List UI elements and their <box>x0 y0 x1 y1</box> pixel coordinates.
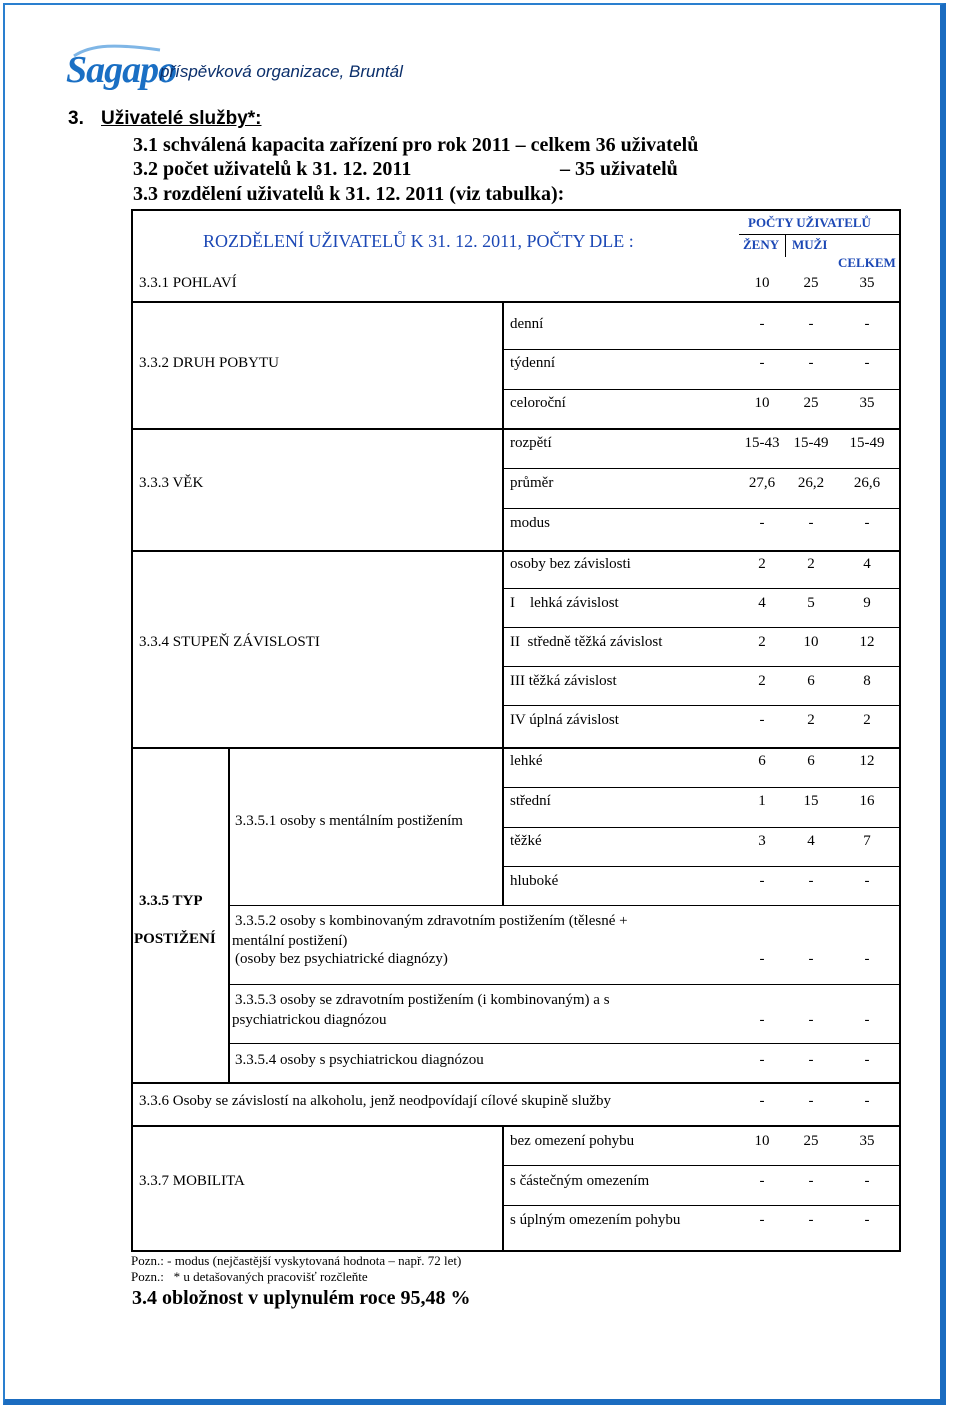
col-total: CELKEM <box>838 255 896 270</box>
age-row-women: 27,6 <box>748 475 776 491</box>
stay-row-label: týdenní <box>510 355 555 371</box>
dependency-row-label: IV úplná závislost <box>510 712 619 728</box>
mental-row-women: - <box>759 873 765 889</box>
age-row-total: 26,6 <box>853 475 881 491</box>
gender-total: 35 <box>859 275 875 291</box>
dependency-row-women: 2 <box>758 673 766 689</box>
stay-row-label: denní <box>510 316 544 332</box>
mobility-row-women: - <box>759 1173 765 1189</box>
disability-type-label: 3.3.5 TYP <box>139 893 203 909</box>
psych-label: 3.3.5.4 osoby s psychiatrickou diagnózou <box>235 1052 484 1068</box>
mobility-row-women: - <box>759 1212 765 1228</box>
age-row-women: - <box>759 515 765 531</box>
counts-header: POČTY UŽIVATELŮ <box>748 215 871 230</box>
age-row-label: průměr <box>510 475 554 491</box>
mobility-row-women: 10 <box>754 1133 770 1149</box>
combined-disability-label-3: (osoby bez psychiatrické diagnózy) <box>235 951 448 967</box>
mental-row-men: 4 <box>807 833 815 849</box>
age-label: 3.3.3 VĚK <box>139 475 204 491</box>
mental-row-women: 1 <box>758 793 766 809</box>
mental-row-label: střední <box>510 793 551 809</box>
mental-row-total: 12 <box>859 753 875 769</box>
mental-row-total: - <box>864 873 870 889</box>
alcohol-label: 3.3.6 Osoby se závislostí na alkoholu, jenž neodpovídají cílové skupině služby <box>139 1093 612 1109</box>
dependency-row-label: osoby bez závislosti <box>510 556 631 572</box>
stay-row-women: 10 <box>754 395 770 411</box>
organization-name: příspěvková organizace, Bruntál <box>160 62 403 81</box>
stay-type-label: 3.3.2 DRUH POBYTU <box>139 355 280 371</box>
alcohol-women: - <box>759 1093 765 1109</box>
psych-men: - <box>808 1052 814 1068</box>
dependency-row-label: II středně těžká závislost <box>510 634 663 650</box>
stay-row-total: 35 <box>859 395 875 411</box>
distribution-line: 3.3 rozdělení uživatelů k 31. 12. 2011 (viz tabulka): <box>133 183 565 205</box>
mobility-row-label: bez omezení pohybu <box>510 1133 635 1149</box>
col-women: ŽENY <box>743 237 780 252</box>
user-count-value: – 35 uživatelů <box>560 158 678 180</box>
gender-men: 25 <box>803 275 819 291</box>
age-row-men: 26,2 <box>797 475 825 491</box>
section-number: 3. <box>68 108 84 129</box>
dependency-row-women: 2 <box>758 556 766 572</box>
dependency-row-total: 4 <box>863 556 871 572</box>
stay-row-men: - <box>808 316 814 332</box>
psych-women: - <box>759 1052 765 1068</box>
stay-row-total: - <box>864 355 870 371</box>
dependency-row-men: 5 <box>807 595 815 611</box>
mental-disability-label: 3.3.5.1 osoby s mentálním postižením <box>235 813 463 829</box>
mental-row-label: těžké <box>510 833 542 849</box>
mental-row-total: 7 <box>863 833 871 849</box>
alcohol-men: - <box>808 1093 814 1109</box>
user-count-label: 3.2 počet uživatelů k 31. 12. 2011 <box>133 158 412 180</box>
mobility-row-men: 25 <box>803 1133 819 1149</box>
gender-label: 3.3.1 POHLAVÍ <box>139 275 237 291</box>
psych-combined-label: 3.3.5.3 osoby se zdravotním postižením (i kombinovaným) a s <box>235 992 610 1008</box>
dependency-row-men: 10 <box>803 634 819 650</box>
psych-total: - <box>864 1052 870 1068</box>
mental-row-total: 16 <box>859 793 875 809</box>
stay-row-men: - <box>808 355 814 371</box>
alcohol-total: - <box>864 1093 870 1109</box>
mobility-row-men: - <box>808 1212 814 1228</box>
mental-row-label: lehké <box>510 753 543 769</box>
age-row-women: 15-43 <box>744 435 780 451</box>
disability-type-label-2: POSTIŽENÍ <box>134 931 216 947</box>
stay-row-label: celoroční <box>510 395 566 411</box>
combined-women: - <box>759 951 765 967</box>
stay-row-total: - <box>864 316 870 332</box>
note-detached: Pozn.: * u detašovaných pracovišť rozčleňte <box>131 1269 368 1284</box>
dependency-row-total: 12 <box>859 634 875 650</box>
col-men: MUŽI <box>792 237 828 252</box>
mobility-row-total: 35 <box>859 1133 875 1149</box>
dependency-row-women: - <box>759 712 765 728</box>
psych-combined-women: - <box>759 1012 765 1028</box>
dependency-row-women: 4 <box>758 595 766 611</box>
dependency-row-men: 6 <box>807 673 815 689</box>
age-row-total: - <box>864 515 870 531</box>
mental-row-label: hluboké <box>510 873 559 889</box>
dependency-row-total: 2 <box>863 712 871 728</box>
stay-row-women: - <box>759 355 765 371</box>
age-row-total: 15-49 <box>849 435 885 451</box>
occupancy-line: 3.4 obložnost v uplynulém roce 95,48 % <box>132 1287 471 1309</box>
mobility-row-total: - <box>864 1212 870 1228</box>
mental-row-men: 6 <box>807 753 815 769</box>
mental-row-women: 6 <box>758 753 766 769</box>
mental-row-men: - <box>808 873 814 889</box>
dependency-row-total: 8 <box>863 673 871 689</box>
mobility-row-label: s úplným omezením pohybu <box>510 1212 681 1228</box>
dependency-row-men: 2 <box>807 556 815 572</box>
mobility-row-men: - <box>808 1173 814 1189</box>
age-row-men: 15-49 <box>793 435 829 451</box>
gender-women: 10 <box>754 275 770 291</box>
page-frame <box>3 3 946 1405</box>
stay-row-men: 25 <box>803 395 819 411</box>
stay-row-women: - <box>759 316 765 332</box>
mobility-row-label: s částečným omezením <box>510 1173 650 1189</box>
combined-disability-label-2: mentální postižení) <box>232 933 348 949</box>
logo: Sagapo <box>66 49 177 91</box>
dependency-row-men: 2 <box>807 712 815 728</box>
dependency-row-total: 9 <box>863 595 871 611</box>
table-title: ROZDĚLENÍ UŽIVATELŮ K 31. 12. 2011, POČTY DLE : <box>203 231 634 251</box>
psych-combined-total: - <box>864 1012 870 1028</box>
logo-wave-icon <box>72 42 162 60</box>
dependency-row-label: III těžká závislost <box>510 673 617 689</box>
mobility-row-total: - <box>864 1173 870 1189</box>
mental-row-men: 15 <box>803 793 819 809</box>
age-row-label: rozpětí <box>510 435 552 451</box>
mental-row-women: 3 <box>758 833 766 849</box>
capacity-line: 3.1 schválená kapacita zařízení pro rok 2011 – celkem 36 uživatelů <box>133 134 699 156</box>
age-row-label: modus <box>510 515 551 531</box>
note-modus: Pozn.: - modus (nejčastější vyskytovaná hodnota – např. 72 let) <box>131 1253 462 1268</box>
dependency-row-women: 2 <box>758 634 766 650</box>
combined-disability-label: 3.3.5.2 osoby s kombinovaným zdravotním postižením (tělesné + <box>235 913 628 929</box>
section-title: Uživatelé služby*: <box>101 108 262 129</box>
combined-total: - <box>864 951 870 967</box>
combined-men: - <box>808 951 814 967</box>
mobility-label: 3.3.7 MOBILITA <box>139 1173 245 1189</box>
age-row-men: - <box>808 515 814 531</box>
psych-combined-label-2: psychiatrickou diagnózou <box>232 1012 387 1028</box>
psych-combined-men: - <box>808 1012 814 1028</box>
dependency-label: 3.3.4 STUPEŇ ZÁVISLOSTI <box>139 634 320 650</box>
dependency-row-label: I lehká závislost <box>510 595 619 611</box>
